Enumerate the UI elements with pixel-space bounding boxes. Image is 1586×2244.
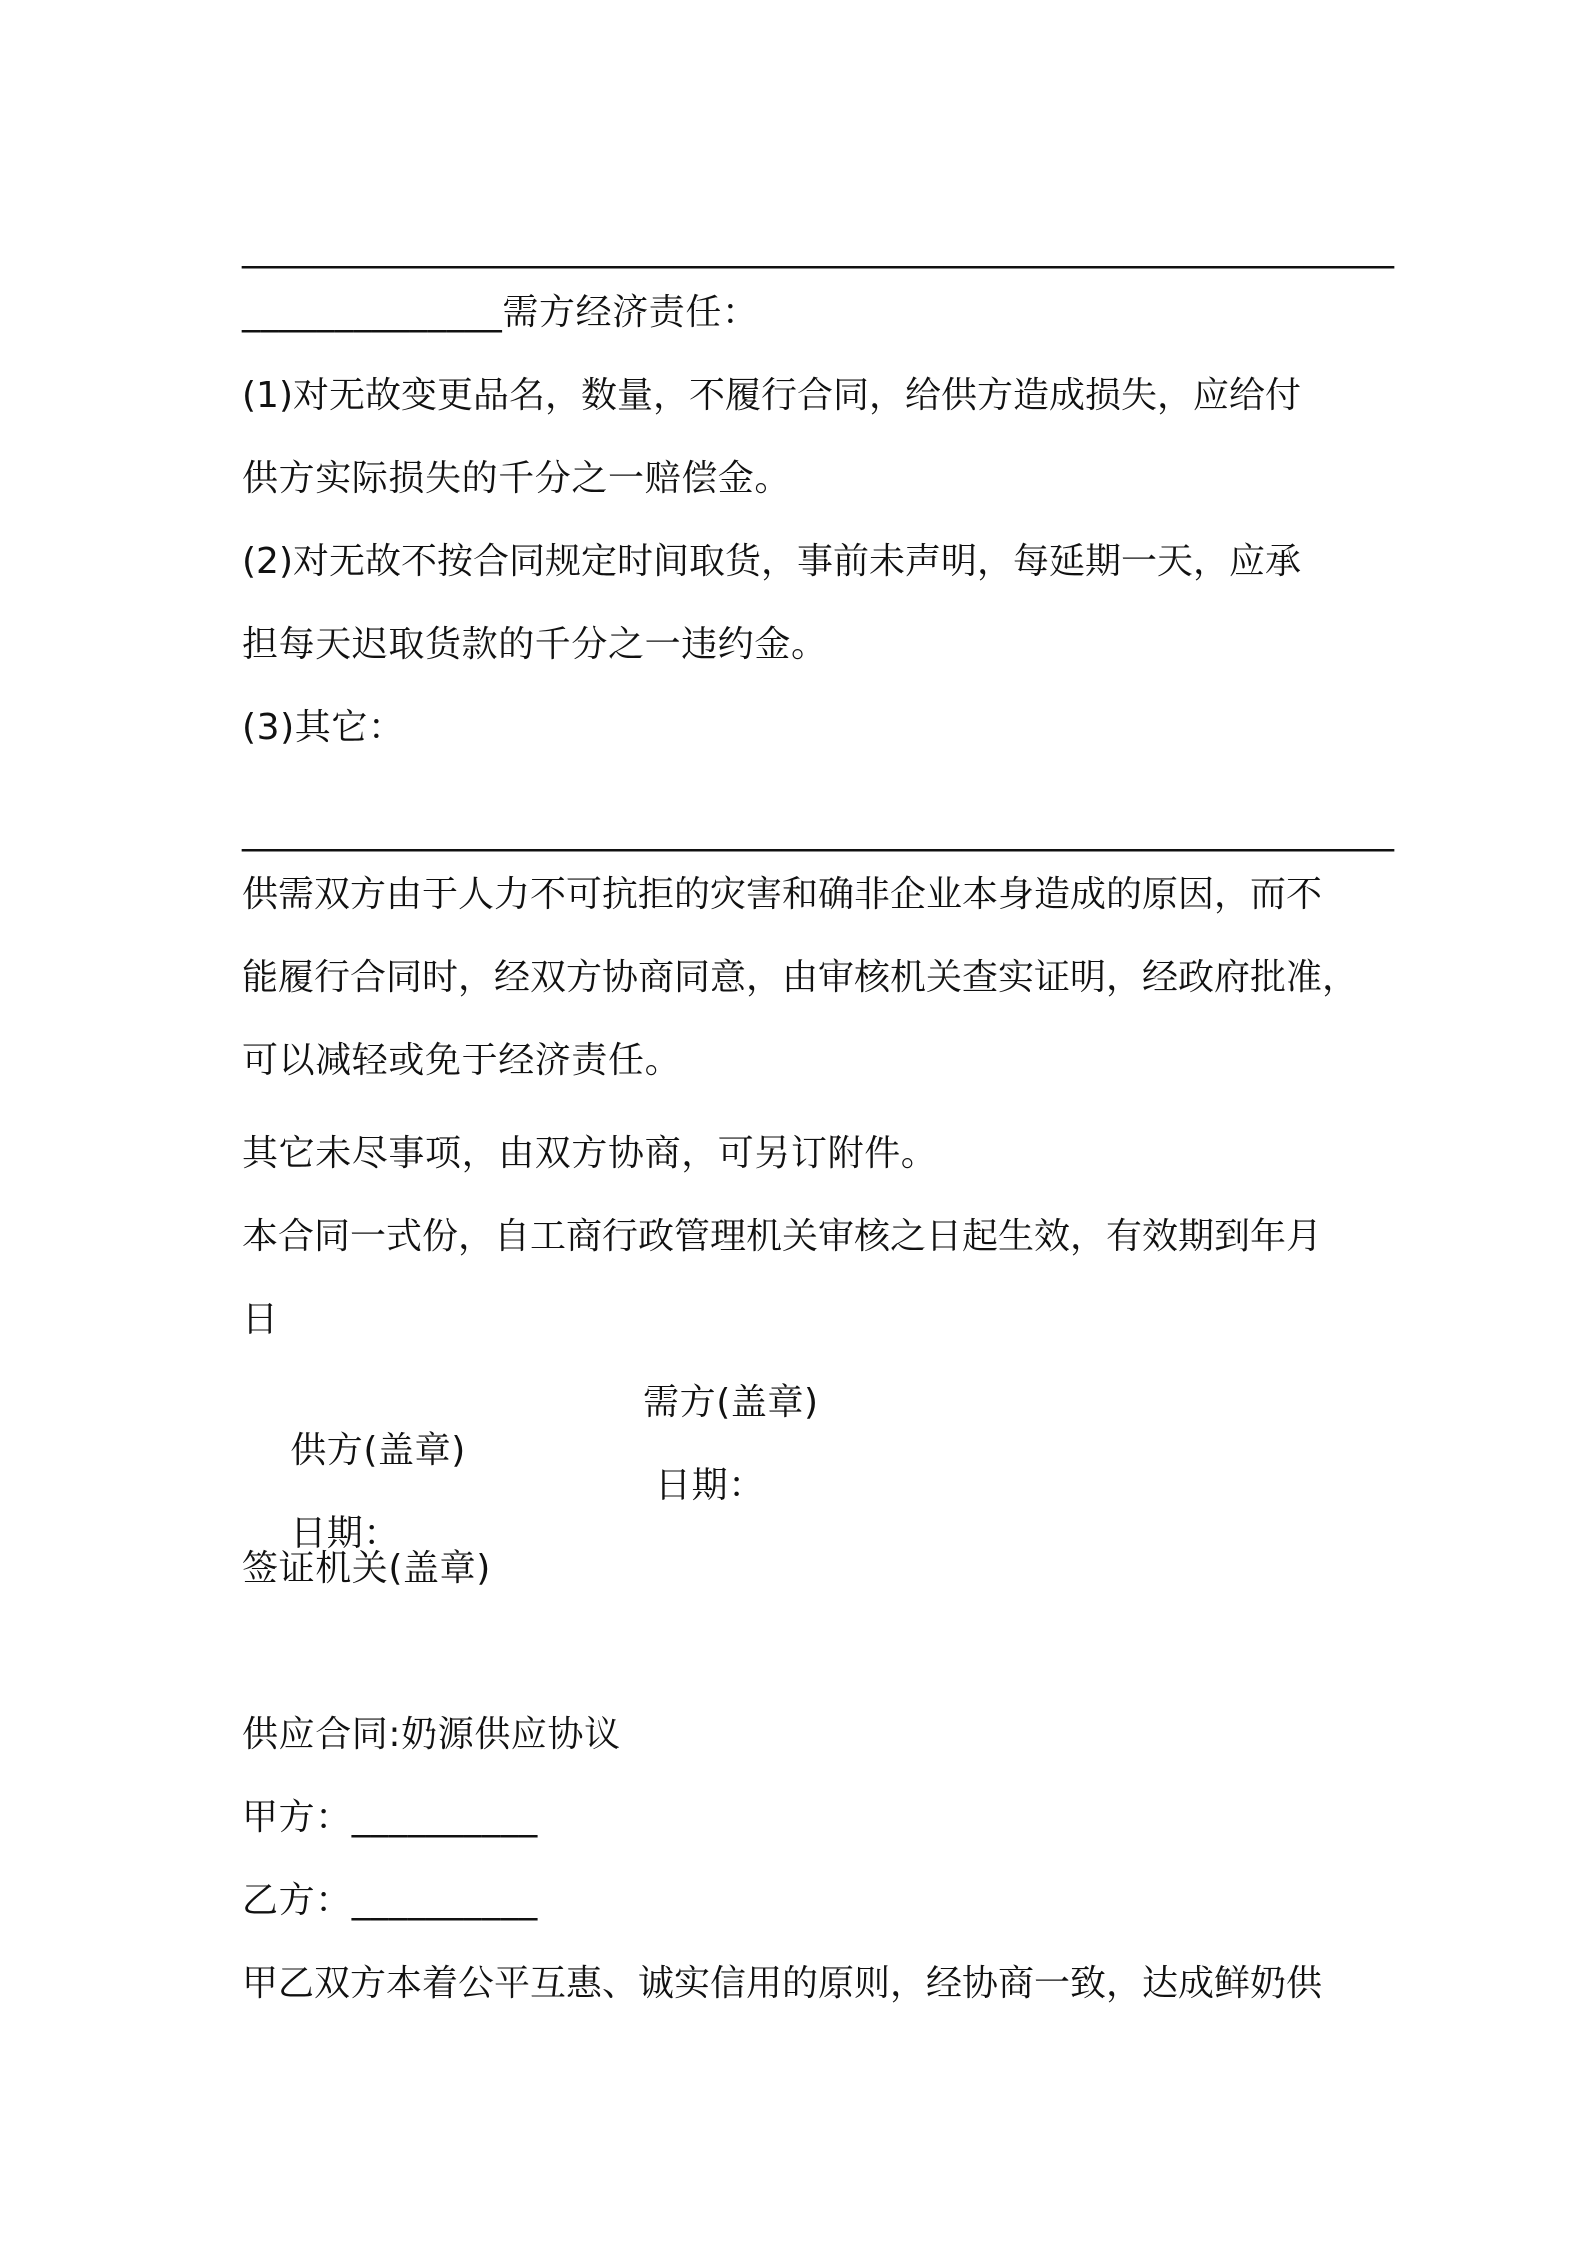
clause-1-line-2: 供方实际损失的千分之一赔偿金。 <box>242 458 792 499</box>
validity-line-2: 日 <box>242 1299 279 1340</box>
authority-seal-label: 签证机关(盖章) <box>242 1548 491 1589</box>
buyer-date-label: 日期： <box>655 1465 765 1506</box>
supplier-seal-label: 供方(盖章) <box>290 1430 466 1471</box>
next-contract-title: 供应合同:奶源供应协议 <box>242 1714 621 1755</box>
clause-2-line-2: 担每天迟取货款的千分之一违约金。 <box>242 624 828 665</box>
validity-line-1: 本合同一式份，自工商行政管理机关审核之日起生效，有效期到年月 <box>242 1216 1323 1257</box>
other-matters-text: 其它未尽事项，由双方协商，可另订附件。 <box>242 1133 938 1174</box>
force-majeure-line-3: 可以减轻或免于经济责任。 <box>242 1040 682 1081</box>
buyer-liability-heading: ______________需方经济责任： <box>242 292 759 333</box>
buyer-seal-label: 需方(盖章) <box>643 1382 819 1423</box>
supplier-date-label: 日期： <box>290 1513 400 1554</box>
blank-line: ________________________________________________________________ <box>242 811 1394 852</box>
force-majeure-line-2: 能履行合同时，经双方协商同意，由审核机关查实证明，经政府批准， <box>242 957 1359 998</box>
party-a-field: 甲方：__________ <box>242 1797 538 1838</box>
next-contract-intro: 甲乙双方本着公平互惠、诚实信用的原则，经协商一致，达成鲜奶供 <box>242 1963 1323 2004</box>
clause-1-line-1: (1)对无故变更品名，数量，不履行合同，给供方造成损失，应给付 <box>242 375 1301 416</box>
blank-line: ________________________________________________________________ <box>242 228 1394 269</box>
party-b-field: 乙方：__________ <box>242 1880 538 1921</box>
clause-2-line-1: (2)对无故不按合同规定时间取货，事前未声明，每延期一天，应承 <box>242 541 1301 582</box>
clause-3-heading: (3)其它： <box>242 707 405 748</box>
force-majeure-line-1: 供需双方由于人力不可抗拒的灾害和确非企业本身造成的原因，而不 <box>242 874 1323 915</box>
